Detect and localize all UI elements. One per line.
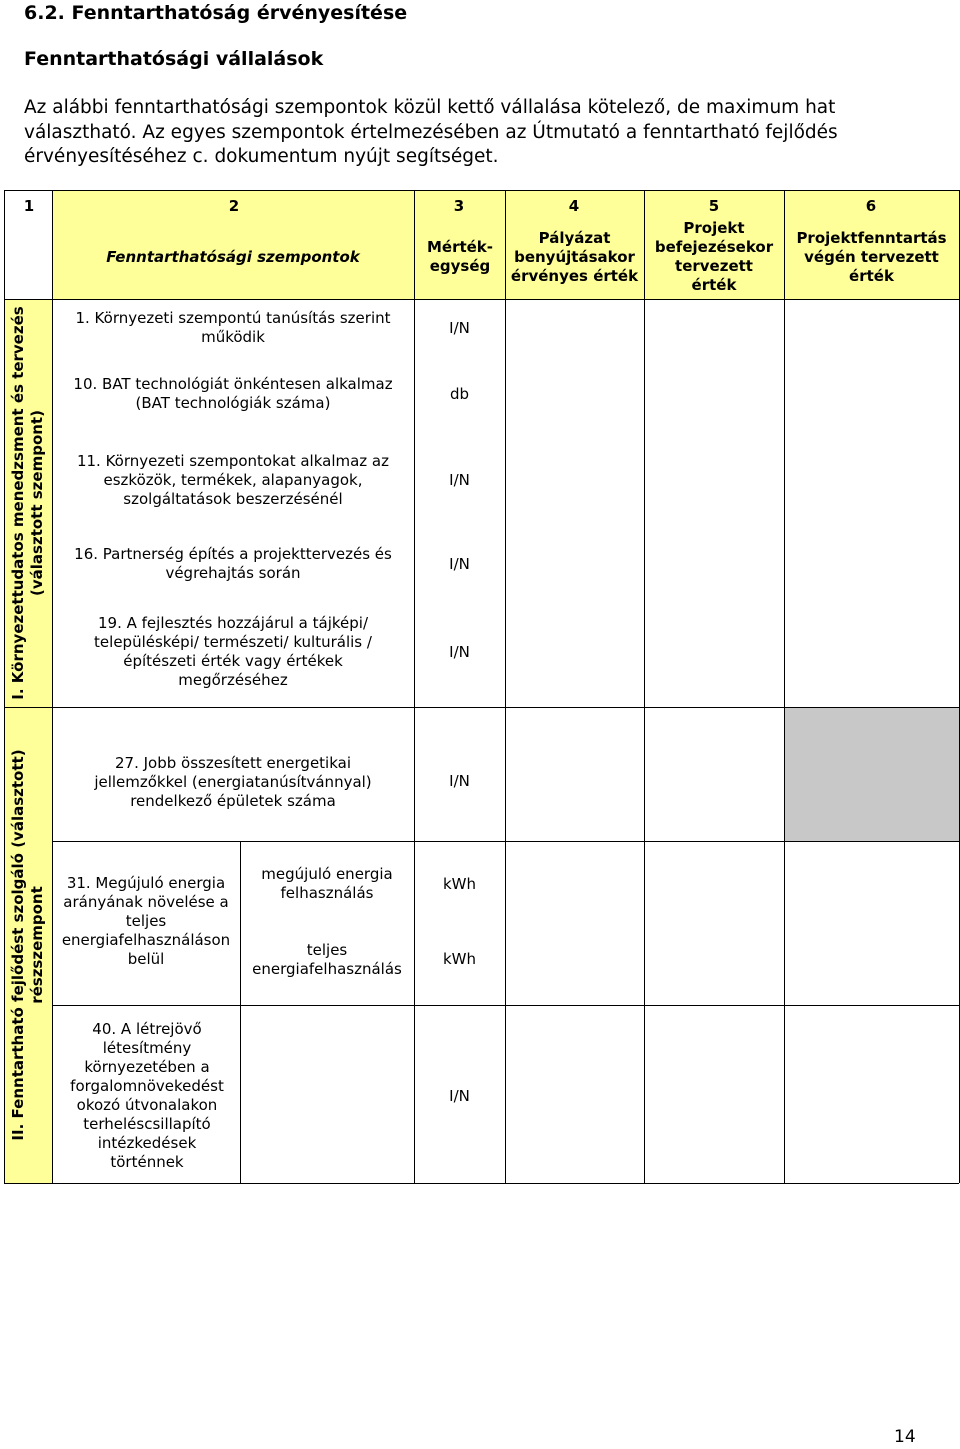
criterion-31: 31. Megújuló energia arányának növelése a teljes energiafelhasználáson belül bbox=[61, 873, 231, 968]
column-number-6: 6 bbox=[865, 197, 877, 215]
header-submission-value: Pályázat benyújtásakor érvényes érték bbox=[510, 228, 639, 285]
column-number-4: 4 bbox=[568, 197, 580, 215]
header-unit: Mérték-egység bbox=[426, 238, 494, 275]
intro-text: Az alábbi fenntarthatósági szempontok közül kettő vállalása kötelező, de maximum hat választható. Az egyes szempontok értelmezésében az Útmutató a fenntartható fejlődés érvényesítéséhez c. dokumentum nyújt segítséget. bbox=[24, 97, 838, 167]
unit-total-energy-use: kWh bbox=[442, 949, 477, 968]
header-completion-value: Projekt befejezésekor tervezett érték bbox=[654, 219, 774, 294]
sustainability-table bbox=[4, 190, 959, 1183]
sub-total-energy-use: teljes energiafelhasználás bbox=[252, 941, 402, 978]
subtitle: Fenntarthatósági vállalások bbox=[24, 48, 324, 70]
unit-renewable-energy-use: kWh bbox=[442, 874, 477, 893]
disabled-cell bbox=[784, 707, 959, 841]
column-number-2: 2 bbox=[228, 197, 240, 215]
criterion-40: 40. A létrejövő létesítmény környezetében a forgalomnövekedést okozó útvonalakon terheléscsillapító intézkedések történnek bbox=[70, 1020, 224, 1171]
criterion-19: 19. A fejlesztés hozzájárul a tájképi/ településképi/ természeti/ kulturális /építészeti érték vagy értékek megőrzéséhez bbox=[94, 614, 372, 689]
group1-label: I. Környezettudatos menedzsment és tervezés (választott szempont) bbox=[9, 306, 46, 700]
group2-label: II. Fenntartható fejlődést szolgáló (választott) részszempont bbox=[9, 749, 46, 1141]
unit-1: I/N bbox=[449, 318, 470, 337]
criterion-11: 11. Környezeti szempontokat alkalmaz az eszközök, termékek, alapanyagok, szolgáltatások beszerzésénél bbox=[76, 451, 390, 508]
unit-16: I/N bbox=[449, 554, 470, 573]
section-title: 6.2. Fenntarthatóság érvényesítése bbox=[24, 2, 408, 24]
criterion-27: 27. Jobb összesített energetikai jellemzőkkel (energiatanúsítvánnyal) rendelkező épületek száma bbox=[94, 753, 372, 810]
unit-11: I/N bbox=[449, 470, 470, 489]
criterion-1: 1. Környezeti szempontú tanúsítás szerint működik bbox=[75, 309, 391, 346]
unit-19: I/N bbox=[449, 642, 470, 661]
criterion-10: 10. BAT technológiát önkéntesen alkalmaz (BAT technológiák száma) bbox=[73, 375, 393, 412]
header-maintenance-value: Projektfenntartás végén tervezett érték bbox=[796, 228, 947, 285]
header-criteria: Fenntarthatósági szempontok bbox=[106, 247, 360, 266]
criterion-16: 16. Partnerség építés a projekttervezés és végrehajtás során bbox=[74, 545, 392, 582]
sub-renewable-energy-use: megújuló energia felhasználás bbox=[261, 865, 393, 902]
column-number-5: 5 bbox=[708, 197, 720, 215]
page-number: 14 bbox=[894, 1427, 916, 1447]
unit-40: I/N bbox=[449, 1086, 470, 1105]
unit-10: db bbox=[449, 384, 470, 403]
column-number-3: 3 bbox=[453, 197, 465, 215]
column-number-1: 1 bbox=[23, 197, 35, 215]
unit-27: I/N bbox=[449, 771, 470, 790]
